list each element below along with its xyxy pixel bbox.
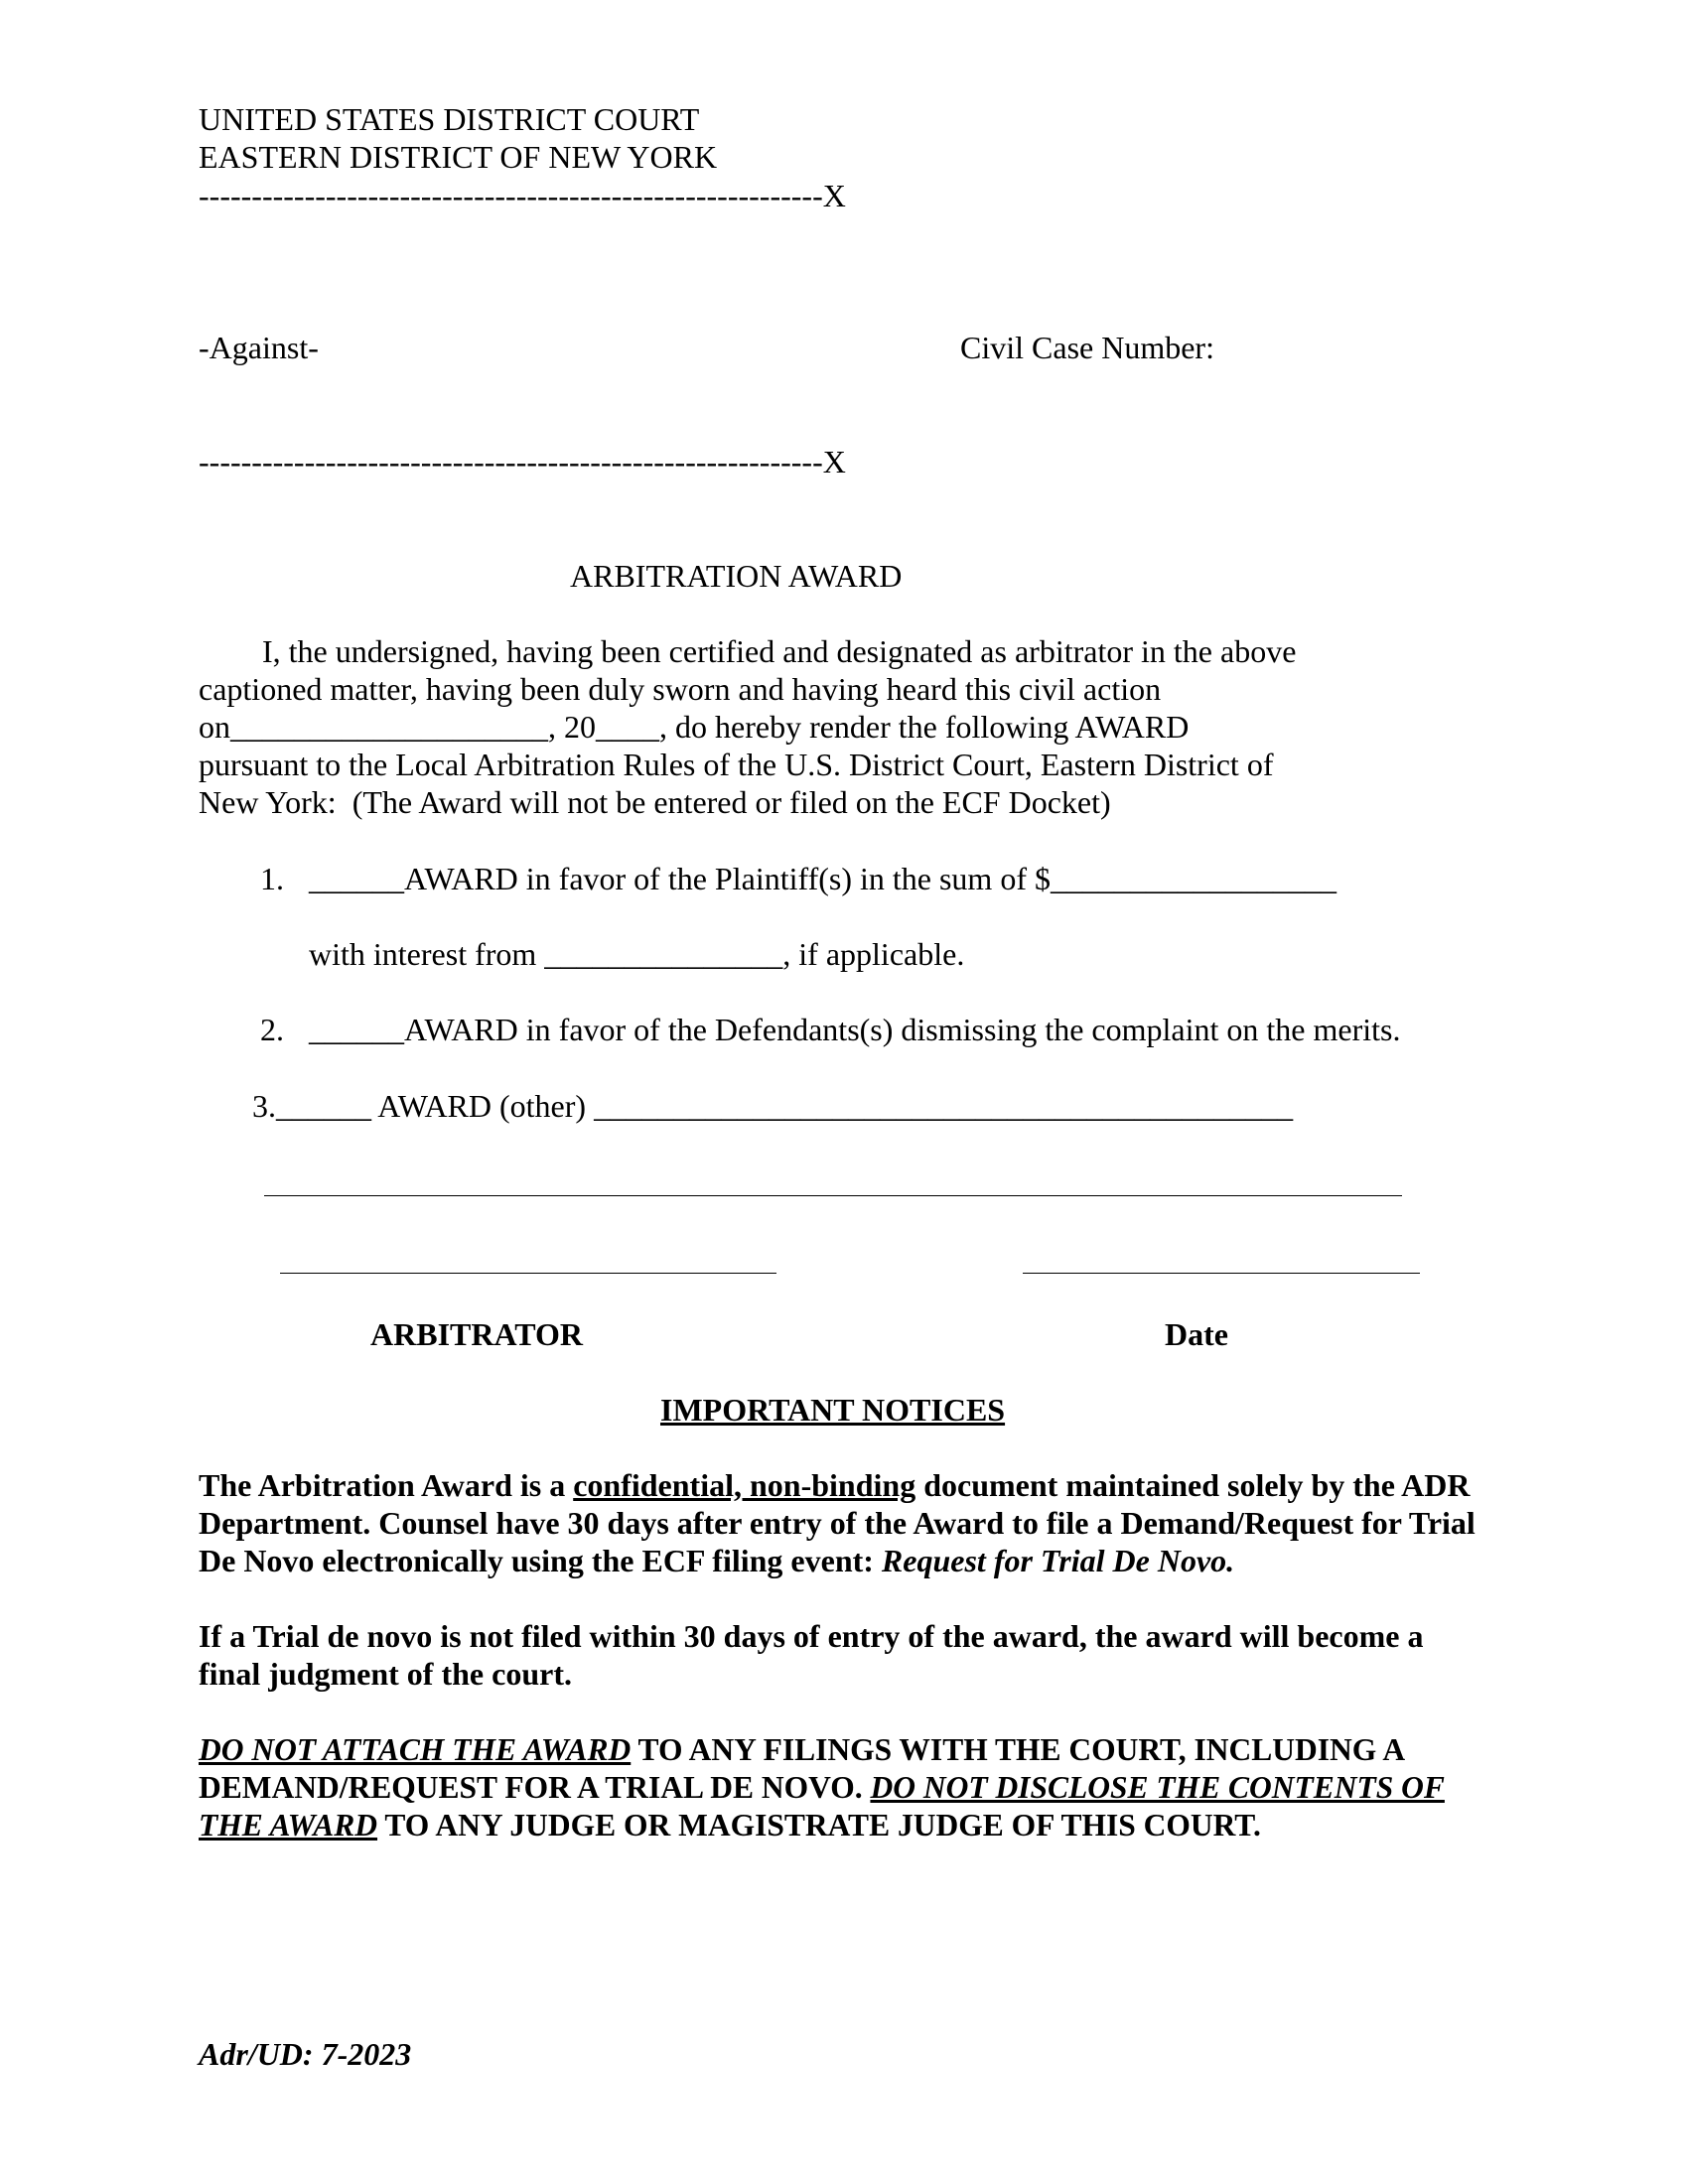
court-name: UNITED STATES DISTRICT COURT	[199, 101, 700, 137]
notice-p1-text-cont: document maintained solely by the ADR Department. Counsel have 30 days after entry of the Award to file a Demand/Request for Trial De Novo electronically using the ECF filing event:	[199, 1467, 1476, 1578]
document-title: ARBITRATION AWARD	[570, 558, 903, 594]
notice-do-not-attach-paragraph	[199, 1731, 1489, 1844]
intro-line-5: New York: (The Award will not be entered or filed on the ECF Docket)	[199, 784, 1111, 820]
notice-confidential-paragraph	[199, 1466, 1489, 1579]
arbitrator-label: ARBITRATOR	[370, 1316, 583, 1352]
item-2-defendant-award[interactable]: ______AWARD in favor of the Defendants(s) dismissing the complaint on the merits.	[309, 1012, 1401, 1047]
intro-line-1: I, the undersigned, having been certified and designated as arbitrator in the above	[199, 633, 1297, 669]
notice-p1-text: The Arbitration Award is a	[199, 1467, 574, 1503]
intro-line-3: on____________________, 20____, do hereby render the following AWARD	[199, 709, 1190, 745]
item-1-interest[interactable]: with interest from _______________, if applicable.	[309, 936, 965, 972]
arbitrator-signature-line[interactable]	[280, 1273, 776, 1274]
other-award-continuation-line[interactable]	[264, 1195, 1402, 1196]
against-label: -Against-	[199, 330, 319, 365]
notice-ecf-event-name: Request for Trial De Novo.	[881, 1543, 1235, 1578]
item-1-number: 1.	[260, 861, 284, 896]
item-3-other-award[interactable]: 3.______ AWARD (other) ____________________________________________	[252, 1088, 1294, 1124]
item-1-plaintiff-award[interactable]: ______AWARD in favor of the Plaintiff(s) in the sum of $__________________	[309, 861, 1336, 896]
item-2-number: 2.	[260, 1012, 284, 1047]
notice-p3-text: TO ANY FILINGS WITH THE COURT, INCLUDING A DEMAND/REQUEST FOR A TRIAL DE NOVO.	[199, 1732, 1404, 1805]
caption-bottom-separator: -----------------------------------------------------------X	[199, 444, 846, 479]
date-label: Date	[1165, 1316, 1228, 1352]
civil-case-number-label: Civil Case Number:	[960, 330, 1214, 365]
notice-do-not-disclose-emphasis: DO NOT DISCLOSE THE CONTENTS OF THE AWARD	[199, 1770, 1445, 1843]
intro-line-4: pursuant to the Local Arbitration Rules of the U.S. District Court, Eastern District of	[199, 747, 1274, 782]
notice-p2-text: If a Trial de novo is not filed within 30 days of entry of the award, the award will become a final judgment of the court.	[199, 1618, 1424, 1692]
caption-top-separator: -----------------------------------------------------------X	[199, 178, 846, 213]
notice-do-not-attach-emphasis: DO NOT ATTACH THE AWARD	[199, 1732, 632, 1767]
date-signature-line[interactable]	[1023, 1273, 1420, 1274]
court-district: EASTERN DISTRICT OF NEW YORK	[199, 139, 718, 175]
notices-heading: IMPORTANT NOTICES	[660, 1392, 1006, 1428]
notice-confidential-emphasis: confidential, non-binding	[573, 1467, 916, 1503]
intro-line-2: captioned matter, having been duly sworn and having heard this civil action	[199, 671, 1162, 707]
notice-final-judgment-paragraph	[199, 1617, 1489, 1693]
notice-p3-text-cont: TO ANY JUDGE OR MAGISTRATE JUDGE OF THIS COURT.	[377, 1808, 1261, 1843]
form-code: Adr/UD: 7-2023	[199, 2036, 412, 2072]
